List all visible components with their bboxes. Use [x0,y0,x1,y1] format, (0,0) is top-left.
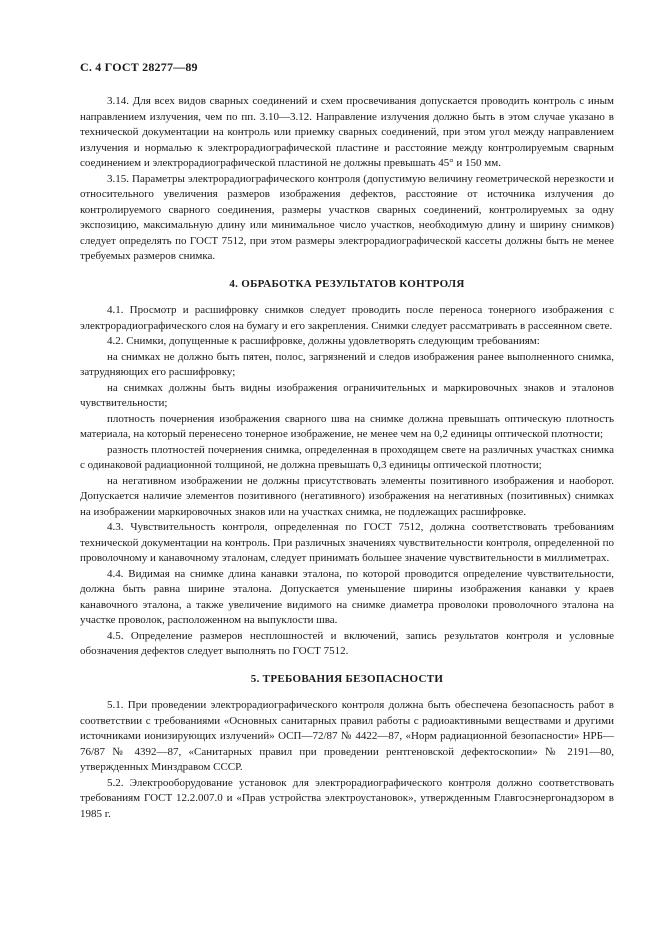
document-body [80,94,614,822]
paragraph-5-1: 5.1. При проведении электрорадиографического контроля должна быть обеспечена безопасность работ в соответствии с требованиями «Основных санитарных правил работы с радиоактивными веществами и другими источниками ионизирующих излучений» ОСП—72/87 № 4422—87, «Норм радиационной безопасности» НРБ—76/87 № 4392—87, «Санитарных правил при проведении рентгеновской дефектоскопии» № 2191—80, утвержденных Минздравом СССР. [80,699,614,773]
requirement-item: плотность почернения изображения сварного шва на снимке должна превышать оптическую плотность материала, на который перенесено тонерное изображение, не менее чем на 0,2 единицы оптической плотности; [80,412,614,440]
requirement-item: на снимках должны быть видны изображения ограничительных и маркировочных знаков и эталонов чувствительности; [80,381,614,409]
section-5-heading: 5. ТРЕБОВАНИЯ БЕЗОПАСНОСТИ [250,672,444,685]
requirement-item: на снимках не должно быть пятен, полос, загрязнений и следов изображения ранее выполненного снимка, затрудняющих его расшифровку; [80,350,614,378]
requirement-item: разность плотностей почернения снимка, определенная в проходящем свете на различных участках снимка с одинаковой радиационной толщиной, не должна превышать 0,3 единицы оптической плотности; [80,443,614,471]
page-header: С. 4 ГОСТ 28277—89 [80,60,198,74]
paragraph-4-1: 4.1. Просмотр и расшифровку снимков следует проводить после переноса тонерного изображения с электрорадиографического слоя на бумагу и его закрепления. Снимки следует рассматривать в рассеянном свете. [80,304,614,332]
paragraph-3-15: 3.15. Параметры электрорадиографического контроля (допустимую величину геометрической нерезкости и относительного увеличения размеров изображения дефектов, расстояние от источника излучения до контролируемого сварного соединения, размеры участков сварных соединений, контролируемых за одну экспозицию, максимальную длину или минимальное число участков, необходимую длину и ширину снимков) следует определять по ГОСТ 7512, при этом размеры электрорадиографической кассеты должны быть не менее требуемых размеров снимка. [80,172,614,262]
paragraph-3-14: 3.14. Для всех видов сварных соединений и схем просвечивания допускается проводить контроль с иным направлением излучения, чем по пп. 3.10—3.12. Направление излучения должно быть в этом случае указано в технической документации на контроль или приемку сварных соединений, при этом угол между направлением излучения и нормалью к электрорадиографической пластине и расстояние между контролируемым сварным соединением и электрорадиографической пластиной не должны превышать 45° и 150 мм. [80,95,614,169]
requirement-item: на негативном изображении не должны присутствовать элементы позитивного изображения и наоборот. Допускается наличие элементов позитивного (негативного) изображения на негативных (позитивных) снимках на изображении маркировочных знаков или на участках снимка, не подлежащих расшифровке. [80,474,614,518]
paragraph-4-3: 4.3. Чувствительность контроля, определенная по ГОСТ 7512, должна соответствовать требованиям технической документации на контроль. При различных значениях чувствительности контроля, определенной по проволочному и канавочному эталонам, следует принимать большее значение чувствительности в миллиметрах. [80,521,614,564]
paragraph-5-2: 5.2. Электрооборудование установок для электрорадиографического контроля должно соответствовать требованиям ГОСТ 12.2.007.0 и «Прав устройства электроустановок», утвержденным Главгосэнергонадзором в 1985 г. [80,776,614,820]
paragraph-4-2: 4.2. Снимки, допущенные к расшифровке, должны удовлетворять следующим требованиям: [107,335,540,347]
paragraph-4-5: 4.5. Определение размеров несплошностей и включений, запись результатов контроля и условные обозначения дефектов следует выполнять по ГОСТ 7512. [80,629,614,657]
paragraph-4-4: 4.4. Видимая на снимке длина канавки эталона, по которой проводится определение чувствительности, должна быть равна ширине эталона. Допускается уменьшение ширины изображения канавки у краев канавочного эталона, а также увеличение видимого на снимке диаметра проволоки проволочного эталона на участке проволок, расположенном на выпуклости шва. [80,567,614,626]
section-4-heading: 4. ОБРАБОТКА РЕЗУЛЬТАТОВ КОНТРОЛЯ [229,277,465,290]
